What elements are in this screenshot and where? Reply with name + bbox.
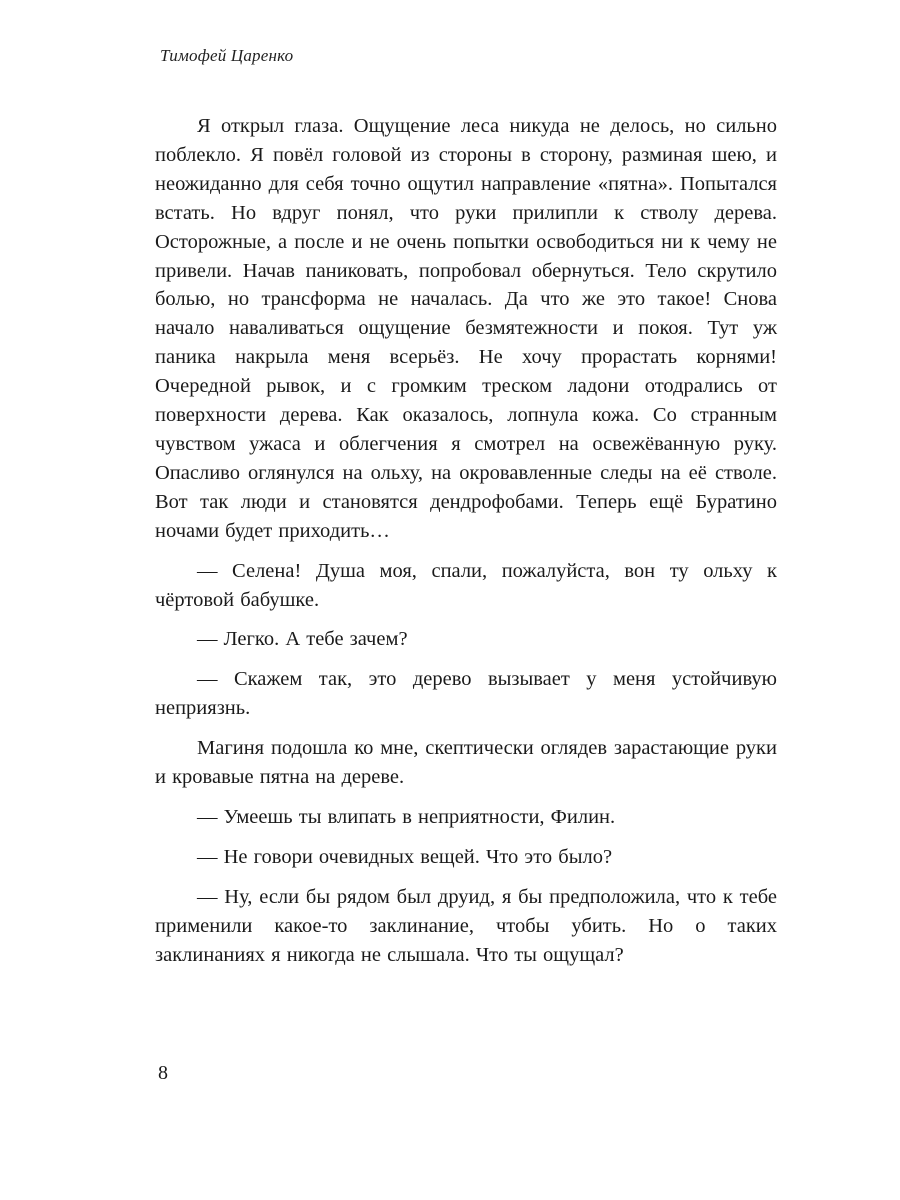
paragraph: Магиня подошла ко мне, скептически оглядев зарастающие руки и кровавые пятна на дереве. — [155, 737, 777, 789]
paragraph-dialogue: — Легко. А тебе зачем? — [197, 628, 408, 651]
paragraph-dialogue: — Не говори очевидных вещей. Что это было? — [197, 845, 613, 868]
paragraph-dialogue: — Ну, если бы рядом был друид, я бы предположила, что к тебе применили какое-то заклинание, чтобы убить. Но о таких заклинаниях я никогда не слышала. Что ты ощущал? — [155, 885, 777, 966]
body-text — [155, 112, 777, 980]
paragraph-dialogue: — Умеешь ты влипать в неприятности, Филин. — [197, 805, 616, 828]
page-number: 8 — [158, 1062, 168, 1084]
paragraph: Я открыл глаза. Ощущение леса никуда не делось, но сильно поблекло. Я повёл головой из стороны в сторону, разминая шею, и неожиданно для себя точно ощутил направление «пятна». Попытался встать. Но вдруг понял, что руки прилипли к стволу дерева. Осторожные, а после и не очень попытки освободиться ни к чему не привели. Начав паниковать, попробовал обернуться. Тело скрутило болью, но трансформа не началась. Да что же это такое! Снова начало наваливаться ощущение безмятежности и покоя. Тут уж паника накрыла меня всерьёз. Не хочу прорастать корнями! Очередной рывок, и с громким треском ладони отодрались от поверхности дерева. Как оказалось, лопнула кожа. Со странным чувством ужаса и облегчения я смотрел на освежёванную руку. Опасливо оглянулся на ольху, на окровавленные следы на её стволе. Вот так люди и становятся дендрофобами. Теперь ещё Буратино ночами будет приходить… — [155, 115, 777, 542]
running-header-author: Тимофей Царенко — [160, 46, 294, 65]
paragraph-dialogue: — Селена! Душа моя, спали, пожалуйста, вон ту ольху к чёртовой бабушке. — [155, 559, 777, 611]
paragraph-dialogue: — Скажем так, это дерево вызывает у меня устойчивую неприязнь. — [155, 668, 777, 720]
